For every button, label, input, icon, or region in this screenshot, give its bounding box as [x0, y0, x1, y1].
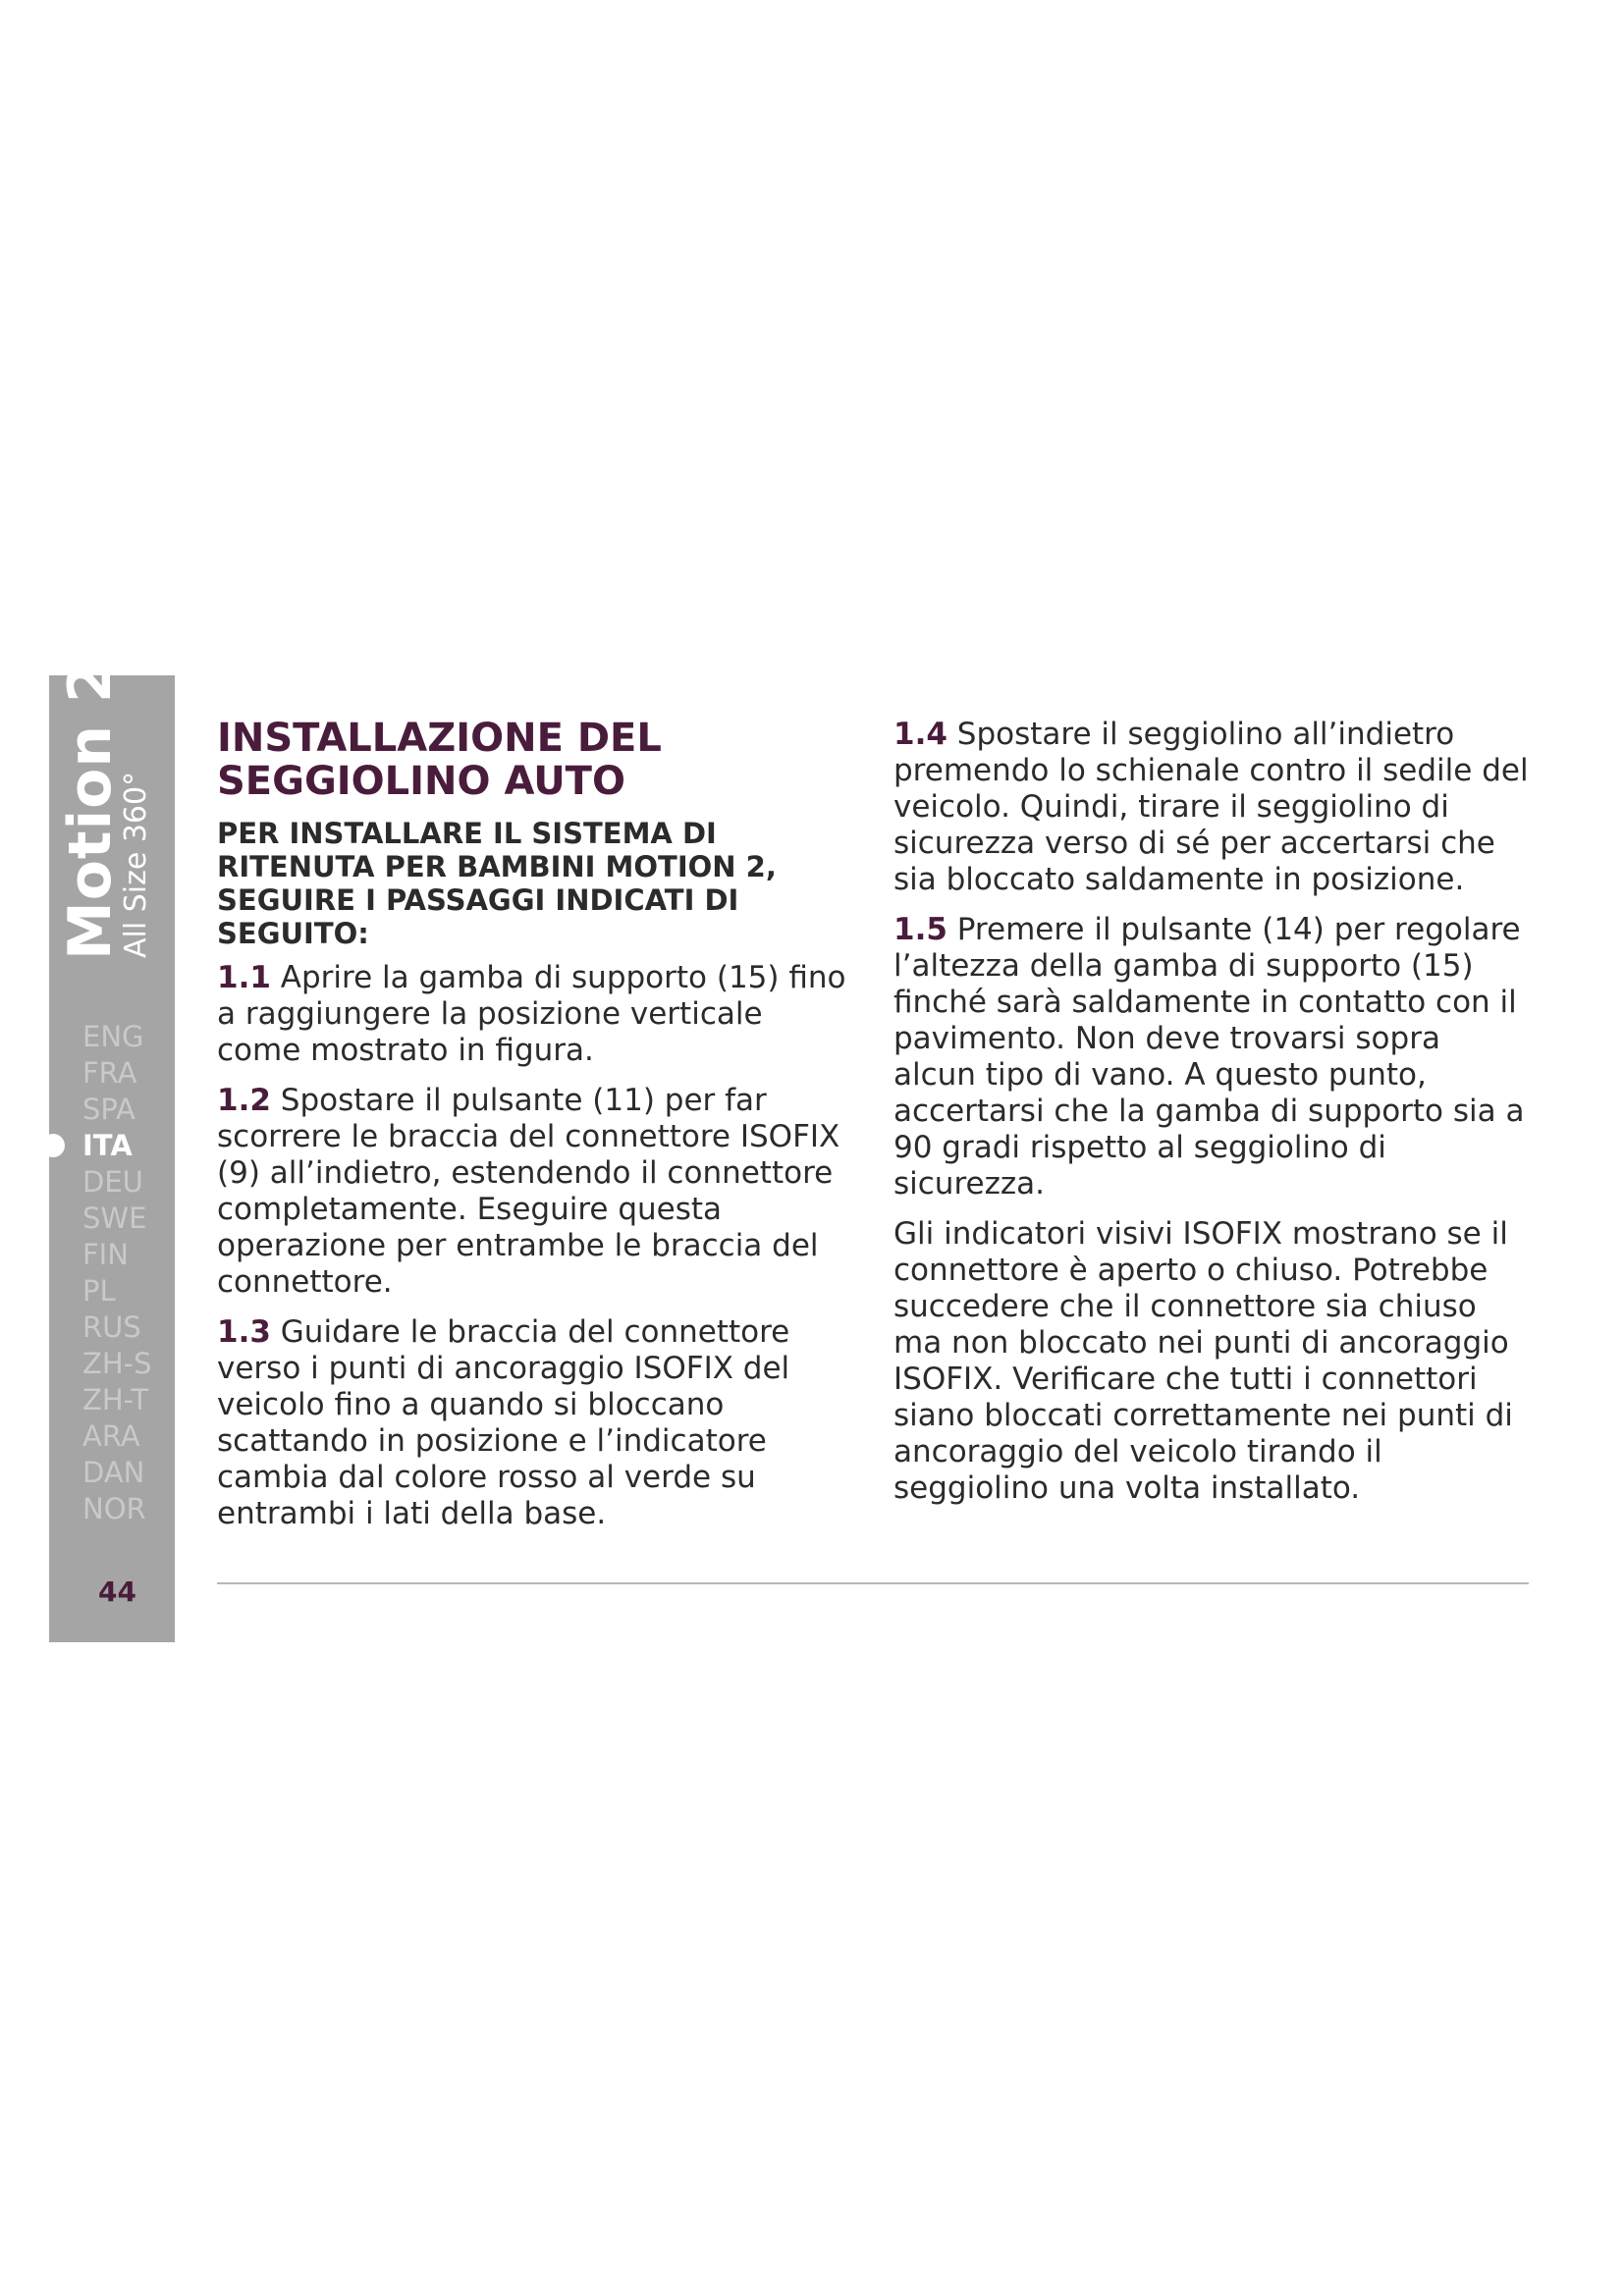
- brand-logo: [49, 661, 175, 975]
- step-1-1: [217, 960, 855, 1069]
- step-1-3: [217, 1314, 855, 1532]
- step-text: Spostare il seggiolino all’indietro premendo lo schienale contro il sedile del veicolo. Quindi, tirare il seggiolino di sicurezza verso di sé per accertarsi che sia bloccato saldamente in posizione.: [893, 717, 1529, 897]
- language-item-dan[interactable]: DAN: [82, 1456, 145, 1489]
- language-item-nor[interactable]: NOR: [82, 1492, 146, 1525]
- language-item-rus[interactable]: RUS: [82, 1310, 141, 1344]
- step-text: Aprire la gamba di supporto (15) fino a raggiungere la posizione verticale come mostrato in figura.: [217, 960, 846, 1068]
- isofix-note: Gli indicatori visivi ISOFIX mostrano se il connettore è aperto o chiuso. Potrebbe succedere che il connettore sia chiuso ma non bloccato nei punti di ancoraggio ISOFIX. Verificare che tutti i connettori siano bloccati correttamente nei punti di ancoraggio del veicolo tirando il seggiolino una volta installato.: [893, 1216, 1513, 1506]
- step-number: 1.3: [217, 1314, 271, 1350]
- language-item-deu[interactable]: DEU: [82, 1165, 143, 1199]
- step-text: Premere il pulsante (14) per regolare l’altezza della gamba di supporto (15) finché sarà saldamente in contatto con il pavimento. Non deve trovarsi sopra alcun tipo di vano. A questo punto, accertarsi che la gamba di supporto sia a 90 gradi rispetto al seggiolino di sicurezza.: [893, 912, 1525, 1201]
- language-item-fin[interactable]: FIN: [82, 1238, 129, 1271]
- language-item-pl[interactable]: PL: [82, 1274, 116, 1308]
- active-language-marker: [41, 1134, 65, 1157]
- step-number: 1.1: [217, 960, 271, 995]
- language-item-spa[interactable]: SPA: [82, 1093, 135, 1126]
- bottom-divider: [217, 1582, 1529, 1584]
- step-1-5: [893, 912, 1532, 1202]
- language-item-zh-t[interactable]: ZH-T: [82, 1383, 149, 1416]
- language-item-ara[interactable]: ARA: [82, 1419, 140, 1453]
- section-title: INSTALLAZIONE DEL SEGGIOLINO AUTO: [217, 716, 662, 804]
- sidebar: [49, 661, 175, 1642]
- step-number: 1.2: [217, 1083, 271, 1118]
- brand-subtitle: All Size 360°: [119, 771, 153, 958]
- language-item-swe[interactable]: SWE: [82, 1201, 147, 1235]
- step-number: 1.5: [893, 912, 947, 947]
- language-item-zh-s[interactable]: ZH-S: [82, 1347, 152, 1380]
- section-subtitle: PER INSTALLARE IL SISTEMA DI RITENUTA PER BAMBINI MOTION 2, SEGUIRE I PASSAGGI INDICATI DI SEGUITO:: [217, 817, 777, 950]
- step-text: Guidare le braccia del connettore verso i punti di ancoraggio ISOFIX del veicolo fino a quando si bloccano scattando in posizione e l’indicatore cambia dal colore rosso al verde su entrambi i lati della base.: [217, 1314, 790, 1531]
- step-text: Spostare il pulsante (11) per far scorrere le braccia del connettore ISOFIX (9) all’indietro, estendendo il connettore completamente. Eseguire questa operazione per entrambe le braccia del connettore.: [217, 1083, 840, 1300]
- step-1-4: [893, 717, 1532, 898]
- language-item-fra[interactable]: FRA: [82, 1056, 137, 1090]
- step-number: 1.4: [893, 717, 947, 752]
- left-column: [217, 717, 855, 1546]
- page-number: 44: [98, 1575, 136, 1608]
- brand-name: Motion 2: [56, 661, 125, 960]
- language-item-eng[interactable]: ENG: [82, 1020, 144, 1053]
- language-item-ita[interactable]: ITA: [49, 1128, 175, 1164]
- step-1-2: [217, 1083, 855, 1301]
- right-column: [893, 717, 1532, 1521]
- language-list: [49, 1019, 175, 1527]
